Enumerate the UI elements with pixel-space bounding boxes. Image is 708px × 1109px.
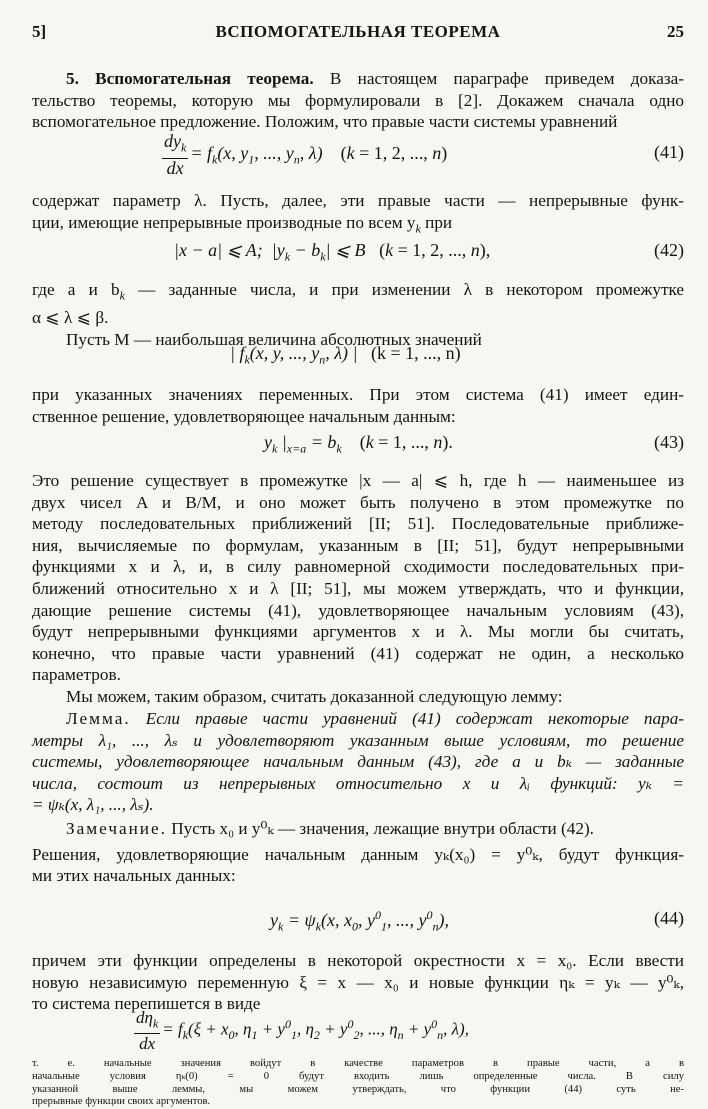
text-line: прерывные функции своих аргументов. bbox=[32, 1096, 211, 1108]
section-mark: 5] bbox=[32, 22, 47, 41]
text-line: содержат параметр λ. Пусть, далее, эти правые части — непрерывные функ- bbox=[32, 191, 684, 210]
text-line: будут непрерывными функциями аргументов x и λ. Мы могли бы считать, bbox=[32, 622, 684, 642]
text-line: методу последовательных приближений [II; 51]. Последовательные приближе- bbox=[32, 514, 684, 534]
page-number: 25 bbox=[667, 22, 684, 41]
text-line: ближений относительно x и λ [II; 51], мы можем утверждать, что и функции, bbox=[32, 578, 684, 598]
equation-transformed: $\frac{d\eta_k}{dx}$ = $f_k(\xi + x_0$, $\eta_1 + y^0_1$, $\eta_2 + y^0_2$, ..., $\eta_n + y^0_n$, λ), bbox=[136, 1008, 469, 1054]
equation-41: $\frac{dy_k}{dx}$ = $f_k(x$, $y_1$, ..., $y_n$, λ) (k = 1, 2, ..., n) (41) bbox=[164, 131, 684, 178]
text-line: параметров. bbox=[32, 665, 121, 685]
text-line: ственное решение, удовлетворяющее начальным данным: bbox=[32, 406, 456, 426]
text-line: дающие решение системы (41), удовлетворяющее начальным условиям (43), bbox=[32, 600, 684, 620]
text-line: α ⩽ λ ⩽ β. bbox=[32, 308, 109, 328]
text-line: В настоящем параграфе приведем доказа- bbox=[329, 69, 684, 88]
text-line: конечно, что правые части уравнений (41) содержат не один, а несколько bbox=[32, 643, 684, 663]
paragraph-substitution bbox=[32, 950, 684, 1015]
equation-number: (44) bbox=[654, 908, 684, 928]
paragraph-intro bbox=[32, 68, 684, 133]
paragraph-conclusion bbox=[32, 1012, 684, 1109]
paragraph-conditions: содержат параметр λ. Пусть, далее, эти правые части — непрерывные функ- ции, имеющие непрерывные производные по всем $y_k$ при bbox=[32, 191, 684, 236]
paragraph-parameters: где a и $b_k$ — заданные числа, и при изменении λ в некотором промежутке α ⩽ λ ⩽ β. Пусть M — наибольшая величина абсолютных значений bbox=[32, 280, 685, 349]
text-line: ния, вычисляемые по формулам, указанным в [II; 51], будут непрерывными bbox=[32, 535, 684, 555]
equation-abs-values: | $f_k(x$, y, ..., $y_n$, λ) | (k = 1, ..., n) bbox=[230, 343, 461, 367]
text-line: новую независимую переменную ξ = x — x₀ и новые функции ηₖ = yₖ — y⁰ₖ, bbox=[32, 972, 684, 992]
remark-label: Замечание. bbox=[66, 819, 167, 838]
text-line: системы, удовлетворяющее начальным данным (43), где a и bₖ — заданные bbox=[32, 752, 684, 772]
text-line: начальные условия ηₖ(0) = 0 будут входить лишь определенные числа. В силу bbox=[32, 1070, 684, 1082]
equation-44: $y_k = \psi_k(x$, $x_0$, $y^0_1$, ..., $y^0_n$), (44) bbox=[270, 908, 684, 934]
section-heading: 5. Вспомогательная теорема. bbox=[66, 69, 314, 88]
text-line: указанной выше леммы, мы можем утверждать, что функции (44) суть не- bbox=[32, 1083, 684, 1095]
text-line: причем эти функции определены в некоторой окрестности x = x₀. Если ввести bbox=[32, 951, 684, 970]
text-line: тельство теоремы, которую мы формулировали в [2]. Докажем сначала одно bbox=[32, 90, 684, 110]
text-line: т. е. начальные значения войдут в качестве параметров в правые части, а в bbox=[32, 1058, 684, 1069]
text-line: при указанных значениях переменных. При этом система (41) имеет един- bbox=[32, 385, 684, 404]
lemma-block: Лемма. Если правые части уравнений (41) содержат некоторые пара- метры λ₁, ..., λₛ и удовлетворяют указанным выше условиям, то решение системы, удовлетворяющее начальным данным (43), где a и bₖ — заданные числа, состоит из непрерывных относительно x и λᵢ функций: yₖ = = ψₖ(x, λ₁, ..., λₛ). bbox=[32, 709, 685, 815]
running-header bbox=[32, 22, 684, 44]
text-line: числа, состоит из непрерывных относительно x и λᵢ функций: yₖ = bbox=[32, 773, 684, 793]
paragraph-existence bbox=[32, 470, 684, 686]
text-line: ми этих начальных данных: bbox=[32, 866, 236, 886]
equation-number: (43) bbox=[654, 432, 684, 452]
text-line: метры λ₁, ..., λₛ и удовлетворяют указанным выше условиям, то решение bbox=[32, 730, 684, 750]
equation-number: (42) bbox=[654, 240, 684, 260]
paragraph-lemma-intro bbox=[32, 686, 684, 708]
text-line: то система перепишется в виде bbox=[32, 994, 261, 1014]
running-title: ВСПОМОГАТЕЛЬНАЯ ТЕОРЕМА bbox=[215, 22, 501, 41]
text-line: = ψₖ(x, λ₁, ..., λₛ). bbox=[32, 795, 154, 815]
text-line: двух чисел A и B/M, и оно может быть получено в этом промежутке по bbox=[32, 492, 684, 512]
equation-42: |x − a| ⩽ A; $|y_k - b_k|$ ⩽ B (k = 1, 2, ..., n), (42) bbox=[174, 240, 684, 264]
remark-block: Замечание. Пусть x₀ и y⁰ₖ — значения, лежащие внутри области (42). Решения, удовлетворяющие начальным данным yₖ(x₀) = y⁰ₖ, будут функция- ми этих начальных данных: bbox=[32, 819, 684, 886]
text-line: функциями x и λ, и, в силу равномерной сходимости последовательных при- bbox=[32, 557, 684, 577]
text-line: Это решение существует в промежутке |x — a| ⩽ h, где h — наименьшее из bbox=[32, 471, 684, 490]
equation-43: $y_k$ $|_{x=a} = b_k$ (k = 1, ..., n). (43) bbox=[264, 432, 684, 456]
text-line: Пусть M — наибольшая величина абсолютных значений bbox=[66, 329, 482, 349]
lemma-label: Лемма. bbox=[66, 709, 131, 728]
text-line: Решения, удовлетворяющие начальным данным yₖ(x₀) = y⁰ₖ, будут функция- bbox=[32, 844, 684, 864]
equation-number: (41) bbox=[654, 142, 684, 162]
paragraph-solution bbox=[32, 384, 684, 427]
text-line: вспомогательное предложение. Положим, что правые части системы уравнений bbox=[32, 112, 618, 132]
text-line: Мы можем, таким образом, считать доказанной следующую лемму: bbox=[66, 687, 563, 706]
